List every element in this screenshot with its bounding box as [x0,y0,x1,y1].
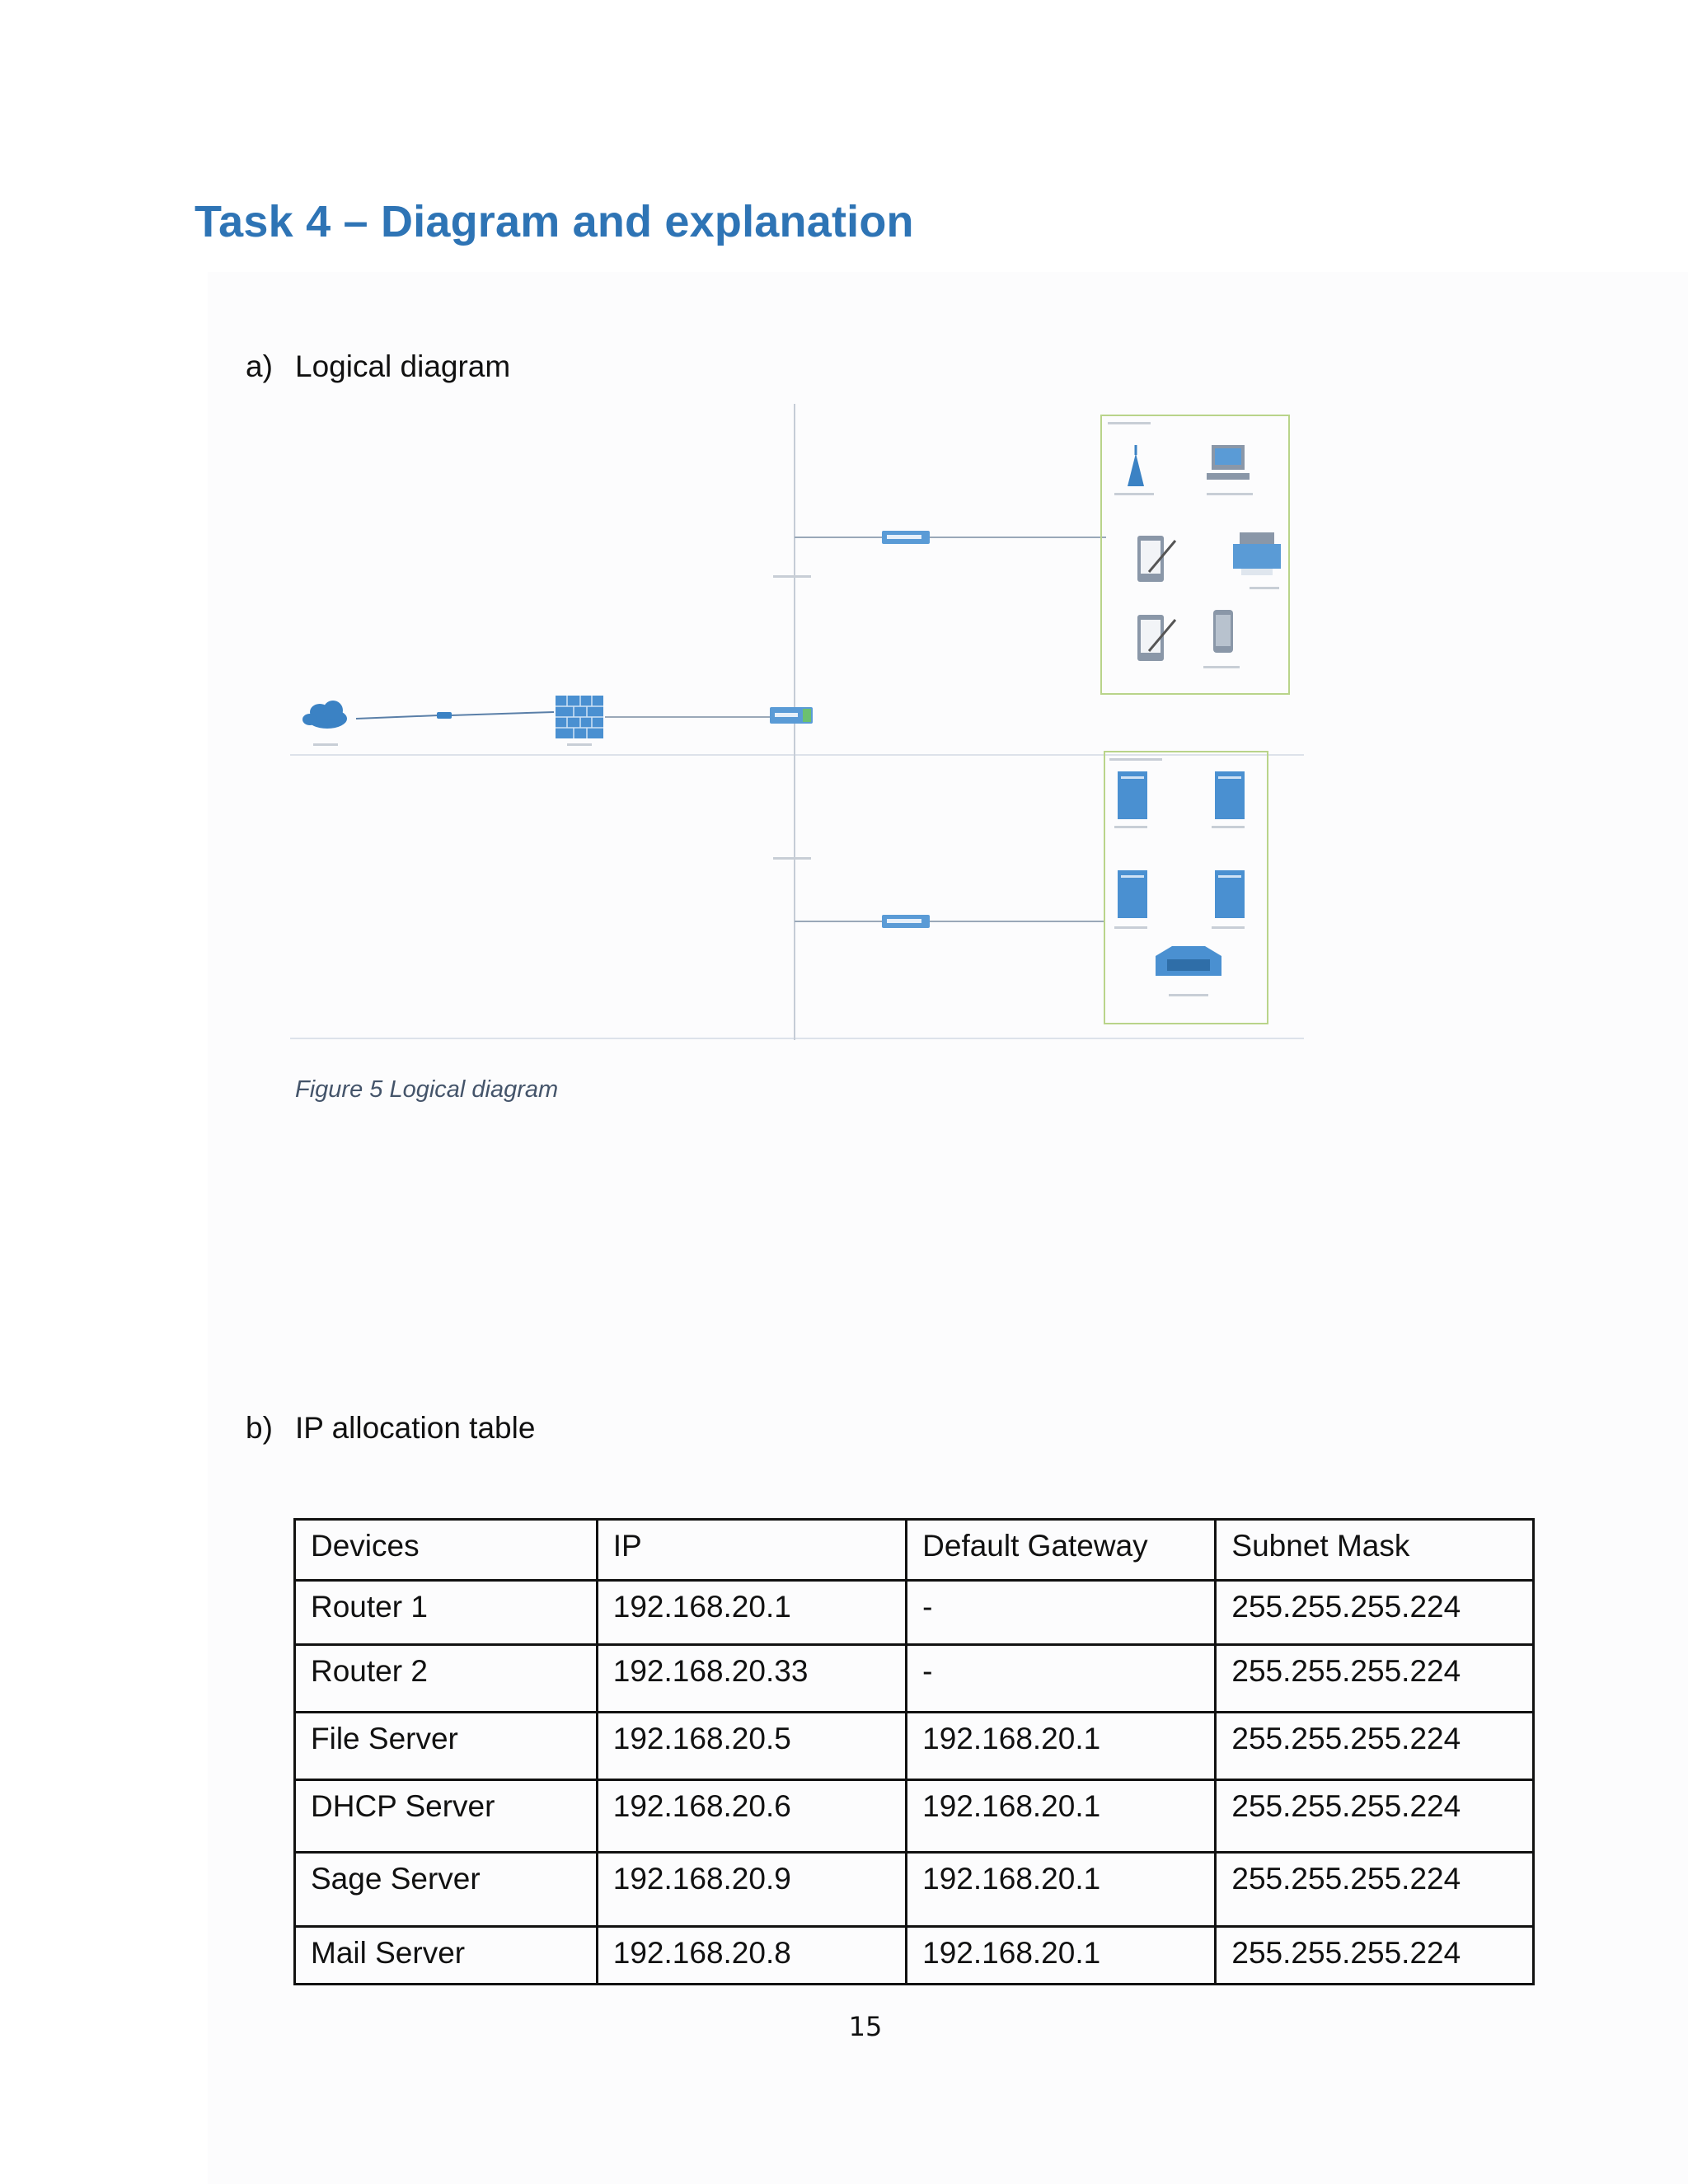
table-row [295,1713,1534,1780]
table-cell: 192.168.20.9 [597,1853,906,1927]
table-cell: 192.168.20.1 [907,1713,1216,1780]
section-a-title: Logical diagram [295,349,511,383]
modem-icon [437,712,452,719]
table-cell: Router 2 [295,1645,598,1713]
table-cell: 192.168.20.6 [597,1780,906,1853]
table-cell: 192.168.20.1 [907,1853,1216,1927]
server-icon-2 [1215,771,1245,819]
header-cell-devices: Devices [295,1520,598,1581]
printer-icon [1233,532,1281,575]
table-cell: 192.168.20.8 [597,1927,906,1985]
table-cell: DHCP Server [295,1780,598,1853]
mail-server-icon [1156,946,1221,976]
firewall-icon [556,696,603,746]
table-cell: - [907,1645,1216,1713]
table-row [295,1780,1534,1853]
table-cell: 255.255.255.224 [1216,1645,1534,1713]
table-cell: - [907,1581,1216,1645]
header-cell-subnet-mask: Subnet Mask [1216,1520,1534,1581]
header-cell-ip: IP [597,1520,906,1581]
table-cell: 255.255.255.224 [1216,1581,1534,1645]
table-cell: Mail Server [295,1927,598,1985]
table-cell: 192.168.20.1 [597,1581,906,1645]
server-icon-3 [1118,870,1147,918]
desktop-pc-icon [1207,445,1250,480]
figure-caption: Figure 5 Logical diagram [295,1076,559,1103]
table-row [295,1581,1534,1645]
table-row [295,1927,1534,1985]
table-cell: File Server [295,1713,598,1780]
table-cell: Router 1 [295,1581,598,1645]
server-icon-1 [1118,771,1147,819]
table-cell: 192.168.20.1 [907,1927,1216,1985]
switch-icon-lower [882,915,930,928]
server-icon-4 [1215,870,1245,918]
ip-allocation-table [293,1518,1535,1985]
antenna-icon [1128,445,1144,486]
section-b-title: IP allocation table [295,1411,536,1445]
table-cell: 192.168.20.33 [597,1645,906,1713]
table-cell: 192.168.20.1 [907,1780,1216,1853]
section-b-marker: b) [246,1411,273,1445]
table-header-row [295,1520,1534,1581]
table-cell: Sage Server [295,1853,598,1927]
router-icon [770,707,813,724]
switch-icon-upper [882,531,930,544]
section-a-marker: a) [246,349,273,383]
page-title: Task 4 – Diagram and explanation [195,197,914,246]
cloud-icon [302,701,347,746]
smartphone-icon [1213,610,1233,653]
table-cell: 255.255.255.224 [1216,1853,1534,1927]
table-cell: 255.255.255.224 [1216,1780,1534,1853]
table-row [295,1645,1534,1713]
tablet-icon-2 [1137,615,1175,661]
table-cell: 192.168.20.5 [597,1713,906,1780]
table-cell: 255.255.255.224 [1216,1927,1534,1985]
tablet-icon-1 [1137,536,1175,582]
page-number: 15 [848,2011,883,2042]
table-row [295,1853,1534,1927]
header-cell-default-gateway: Default Gateway [907,1520,1216,1581]
table-cell: 255.255.255.224 [1216,1713,1534,1780]
logical-diagram [290,396,1312,1040]
